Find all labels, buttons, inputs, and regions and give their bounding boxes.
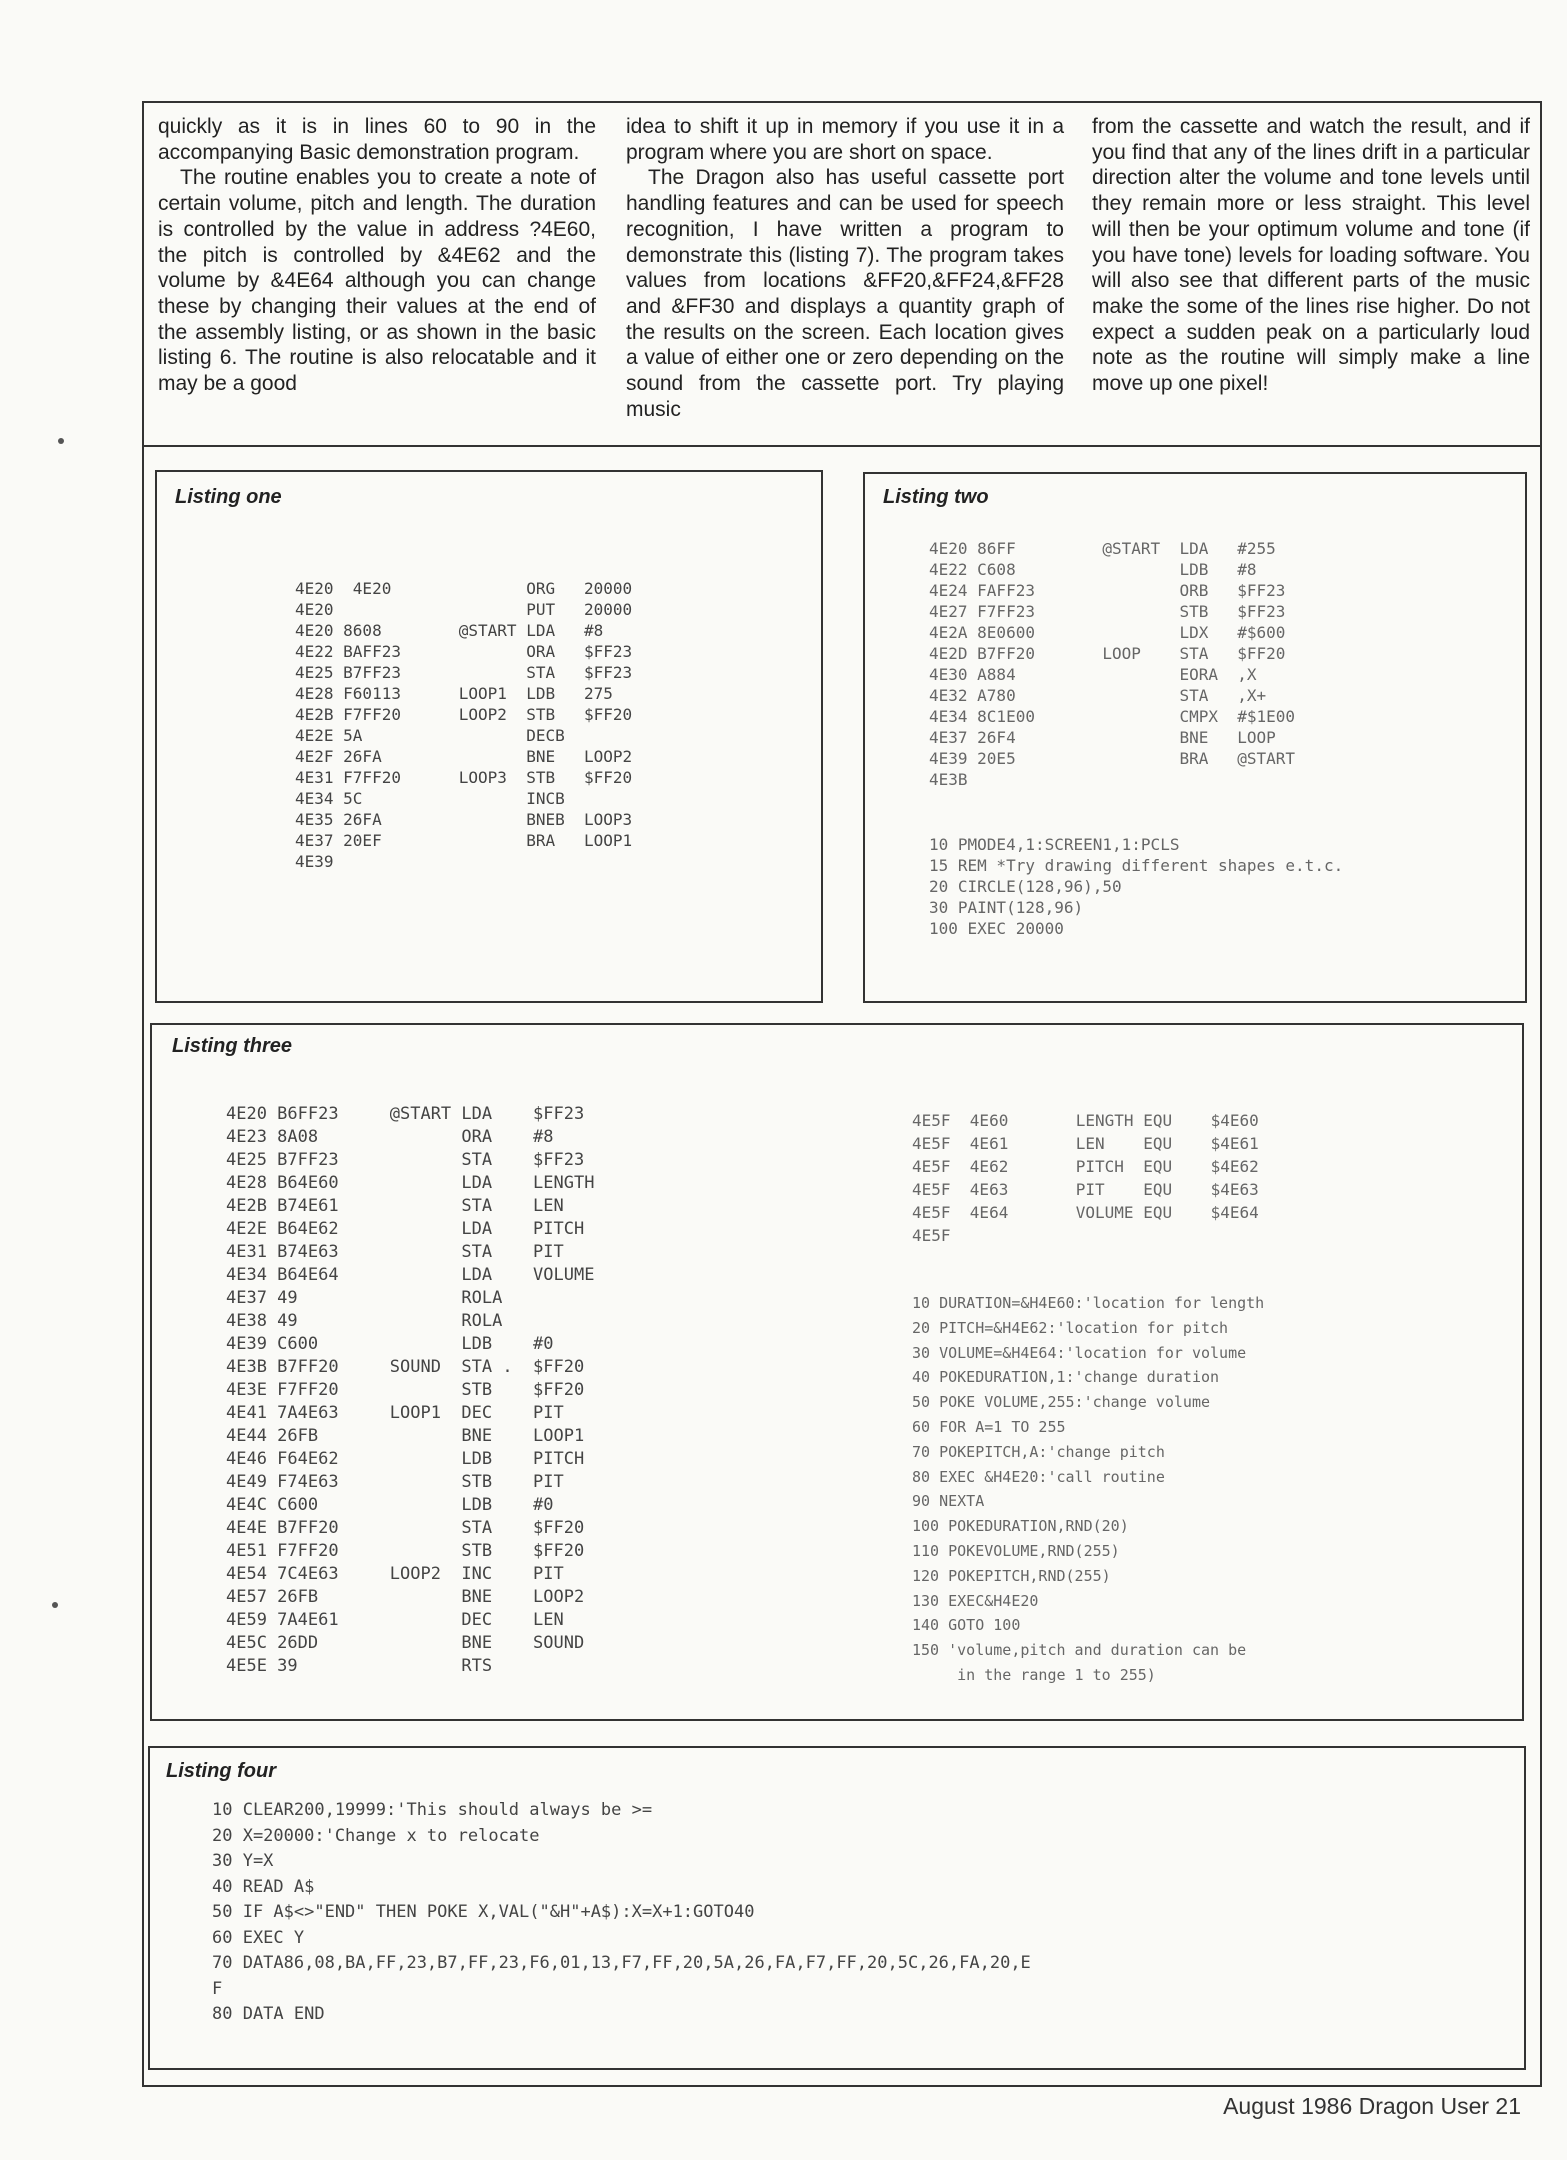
listing-three-box [150,1023,1524,1721]
article-column-1 [158,114,596,397]
listing-one-code: 4E20 4E20 ORG 20000 4E20 PUT 20000 4E20 8608 @START LDA #8 4E22 BAFF23 ORA $FF23 4E25 B7FF23 STA $FF23 4E28 F60113 LOOP1 LDB 275 4E2B F7FF20 LOOP2 STB $FF20 4E2E 5A DECB 4E2F 26FA BNE LOOP2 4E31 F7FF20 LOOP3 STB $FF20 4E34 5C INCB 4E35 26FA BNEB LOOP3 4E37 20EF BRA LOOP1 4E39 [295,579,633,871]
article-text [158,114,1533,432]
listing-four-code: 10 CLEAR200,19999:'This should always be >= 20 X=20000:'Change x to relocate 30 Y=X 40 READ A$ 50 IF A$<>"END" THEN POKE X,VAL("&H"+A$):X=X+1:GOTO40 60 EXEC Y 70 DATA86,08,BA,FF,23,B7,FF,23,F6,01,13,F7,FF,20,5A,26,FA,F7,FF,20,5C,26,FA,20,E F 80 DATA END [212,1800,1031,2024]
listing-three-code-left: 4E20 B6FF23 @START LDA $FF23 4E23 8A08 ORA #8 4E25 B7FF23 STA $FF23 4E28 B64E60 LDA LENGTH 4E2B B74E61 STA LEN 4E2E B64E62 LDA PITCH 4E31 B74E63 STA PIT 4E34 B64E64 LDA VOLUME 4E37 49 ROLA 4E38 49 ROLA 4E39 C600 LDB #0 4E3B B7FF20 SOUND STA . $FF20 4E3E F7FF20 STB $FF20 4E41 7A4E63 LOOP1 DEC PIT 4E44 26FB BNE LOOP1 4E46 F64E62 LDB PITCH 4E49 F74E63 STB PIT 4E4C C600 LDB #0 4E4E B7FF20 STA $FF20 4E51 F7FF20 STB $FF20 4E54 7C4E63 LOOP2 INC PIT 4E57 26FB BNE LOOP2 4E59 7A4E61 DEC LEN 4E5C 26DD BNE SOUND 4E5E 39 RTS [226,1104,595,1676]
listing-title: Listing one [175,486,282,508]
listing-one-box [155,470,823,1003]
page-footer: August 1986 Dragon User 21 [1223,2093,1521,2119]
article-column-2 [626,114,1064,422]
listing-four-box [148,1746,1526,2070]
listing-two-box [863,472,1527,1003]
paragraph: The routine enables you to create a note of certain volume, pitch and length. The duration is controlled by the value in address ?4E60, the pitch is controlled by &4E62 and the volume by &4E64 although you can change these by changing their values at the end of the assembly listing, or as shown in the basic listing 6. The routine is also relocatable and it may be a good [158,166,596,396]
listing-title: Listing three [172,1035,293,1057]
paragraph: from the cassette and watch the result, and if you find that any of the lines drift in a particular direction alter the volume and tone levels until they remain more or less straight. This level will then be your optimum volume and tone (if you have tone) levels for loading software. You will also see that different parts of the music make the some of the lines rise higher. Do not expect a sudden peak on a particularly loud note as the routine will simply make a line move up one pixel! [1092,115,1530,396]
listing-three-code-right: 4E5F 4E60 LENGTH EQU $4E60 4E5F 4E61 LEN EQU $4E61 4E5F 4E62 PITCH EQU $4E62 4E5F 4E63 PIT EQU $4E63 4E5F 4E64 VOLUME EQU $4E64 4E5F [912,1111,1259,1245]
article-column-3 [1092,114,1530,397]
paragraph: quickly as it is in lines 60 to 90 in the accompanying Basic demonstration program. [158,115,596,164]
listing-two-basic: 10 PMODE4,1:SCREEN1,1:PCLS 15 REM *Try drawing different shapes e.t.c. 20 CIRCLE(128,96),50 30 PAINT(128,96) 100 EXEC 20000 [929,835,1344,938]
listing-title: Listing four [166,1760,276,1782]
listing-three-basic: 10 DURATION=&H4E60:'location for length 20 PITCH=&H4E62:'location for pitch 30 VOLUME=&H4E64:'location for volume 40 POKEDURATION,1:'change duration 50 POKE VOLUME,255:'change volume 60 FOR A=1 TO 255 70 POKEPITCH,A:'change pitch 80 EXEC &H4E20:'call routine 90 NEXTA 100 POKEDURATION,RND(20) 110 POKEVOLUME,RND(255) 120 POKEPITCH,RND(255) 130 EXEC&H4E20 140 GOTO 100 150 'volume,pitch and duration can be in the range 1 to 255) [912,1294,1265,1684]
scan-speck [58,438,64,444]
listing-two-code: 4E20 86FF @START LDA #255 4E22 C608 LDB #8 4E24 FAFF23 ORB $FF23 4E27 F7FF23 STB $FF23 4E2A 8E0600 LDX #$600 4E2D B7FF20 LOOP STA $FF20 4E30 A884 EORA ,X 4E32 A780 STA ,X+ 4E34 8C1E00 CMPX #$1E00 4E37 26F4 BNE LOOP 4E39 20E5 BRA @START 4E3B [929,539,1296,789]
listing-title: Listing two [883,486,989,508]
scan-speck [52,1602,58,1608]
paragraph: idea to shift it up in memory if you use it in a program where you are short on space. [626,115,1064,164]
divider [142,445,1542,447]
paragraph: The Dragon also has useful cassette port handling features and can be used for speech recognition, I have written a program to demonstrate this (listing 7). The program takes values from locations &FF20,&FF24,&FF28 and &FF30 and displays a quantity graph of the results on the screen. Each location gives a value of either one or zero depending on the sound from the cassette port. Try playing music [626,166,1064,421]
